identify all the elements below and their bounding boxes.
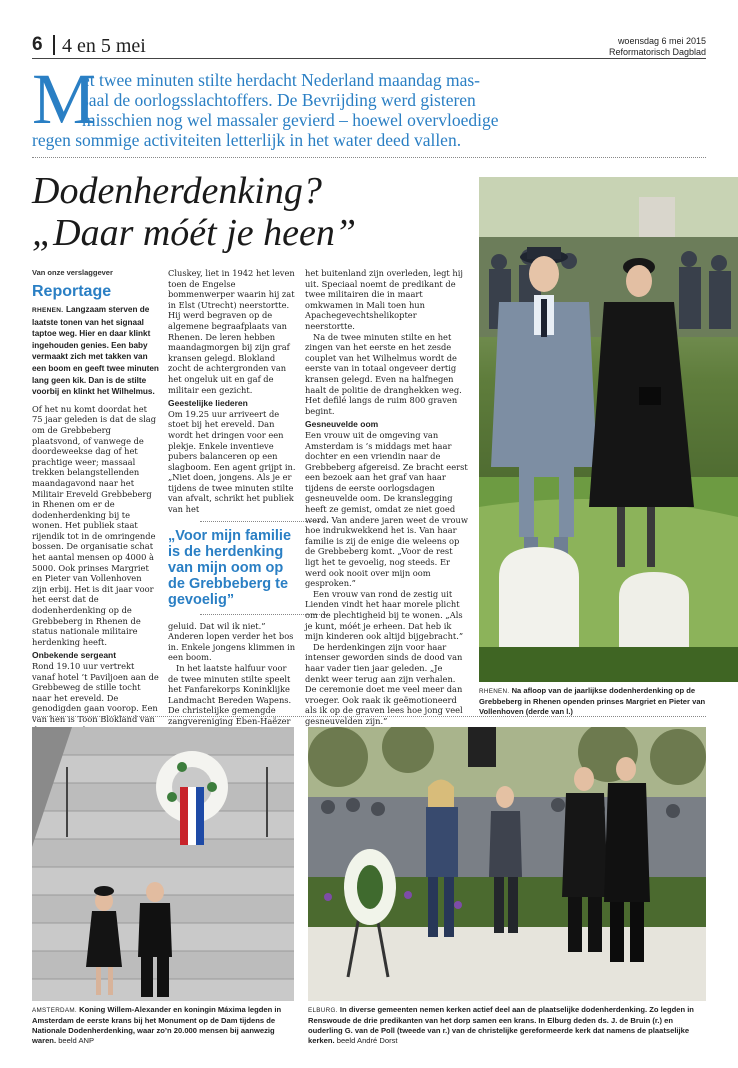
paragraph: Om 19.25 uur arriveert de stoet bij het ereveld. Dan wordt het dringen voor een plekje. Enkele inventieve pubers balanceren op een slagboom. Een agent grijpt in. „Niet doen, jongens. Als je er tijdens de twee minuten stilte van afvalt, schrikt het publiek van het [168, 408, 296, 515]
page-number: 6 [32, 34, 43, 55]
header-separator [53, 35, 55, 55]
paragraph: De herdenkingen zijn voor haar intenser geworden sinds de dood van haar vader tien jaar geleden. „Je denkt weer terug aan zijn verhalen. De ceremonie doet me veel meer dan vroeger. Ook raak ik geëmotioneerd als ik op de graven lees hoe jong veel gesneuvelden zijn.” [305, 641, 463, 726]
paragraph: In het laatste halfuur voor de twee minuten stilte speelt het Fanfarekorps Koninklijke Landmacht Bereden Wapens. De christelijke gemengde zangvereniging Eben-Haëzer [168, 663, 292, 726]
header-dateline [609, 36, 706, 58]
header-rule [32, 58, 706, 59]
section-title: 4 en 5 mei [62, 35, 146, 57]
pullquote: „Voor mijn familie is de herdenking van mijn oom op de Grebbeberg te gevoelig” [168, 527, 292, 608]
caption-dam-monument: AMSTERDAM. Koning Willem-Alexander en koningin Máxima legden in Amsterdam de eerste krans bij het Monument op de Dam tijdens de Nationale Dodenherdenking, waar zo’n 20.000 mensen bij aanwezig waren. beeld ANP [32, 1005, 282, 1045]
paragraph: Na de twee minuten stilte en het zingen van het eerste en het zesde couplet van het Wilhelmus wordt de eerste van in totaal ongeveer dertig kransen gelegd. Even na halfnegen haalt de politie de dranghekken weg. Het defilé langs de ruim 800 graven begint. [305, 331, 462, 416]
intro-divider [32, 157, 706, 158]
headline-line-2: „Daar móét je heen” [32, 212, 357, 254]
paragraph: geluid. Dat wil ik niet.” Anderen lopen verder het bos in. Enkele jongens klimmen in een boom. [168, 620, 296, 663]
photo-dam-illustration [32, 727, 294, 1001]
headline-line-1: Dodenherdenking? [32, 170, 322, 212]
caption-elburg: ELBURG. In diverse gemeenten nemen kerken actief deel aan de plaatselijke dodenherdenking. Zo legden in Renswoude de drie predikanten van het dorp samen een krans. In Elburg deden ds. J. de Bruin (r.) en ouderling G. van de Poll (tweede van r.) van de christelijke gereformeerde kerk dat namens de plaatselijke kerken. beeld André Dorst [308, 1005, 694, 1045]
publication-name: Reformatorisch Dagblad [608, 47, 706, 57]
subheading: Gesneuvelde oom [305, 419, 379, 430]
paragraph: Een vrouw van rond de zestig uit Lienden vindt het haar morele plicht om de plechtigheid bij te wonen. „Als je kunt, móét je erheen. Dat heb ik mijn kinderen ook altijd bijgebracht.” [305, 588, 464, 642]
section-divider [32, 716, 706, 717]
intro-line-2: saal de oorlogsslachtoffers. De Bevrijding werd gisteren [82, 90, 476, 110]
rubric-label: Reportage [32, 283, 112, 300]
photo-dam-monument [32, 727, 294, 1001]
paragraph: Rond 19.10 uur vertrekt vanaf hotel ’t Paviljoen aan de Grebbeweg de stille tocht naar het ereveld. De genodigden gaan voorop. Een van hen is Toon Blokland van [32, 661, 159, 724]
photo-grebbeberg-illustration [479, 177, 738, 682]
paragraph: het buitenland zijn overleden, legt hij uit. Speciaal noemt de predikant de twee militairen die in maart omkwamen in Mali toen hun Apachegevechtshelikopter neerstortte. [305, 268, 463, 331]
subheading: Geestelijke liederen [168, 398, 248, 409]
issue-date: woensdag 6 mei 2015 [617, 36, 706, 46]
subheading: Onbekende sergeant [32, 650, 117, 661]
intro-line-1: et twee minuten stilte herdacht Nederland maandag mas- [82, 70, 480, 90]
paragraph: Cluskey, liet in 1942 het leven toen de Engelse bommenwerper waarin hij zat in Elst (Utrecht) neerstortte. Hij werd begraven op de algemene begraafplaats van Rhenen. De leren hebben maandagmorgen bij zijn graf kransen gelegd. Blokland zocht de achtergronden van het ongeluk uit en gaf de militair een gezicht. [168, 268, 295, 395]
intro-line-4: regen sommige activiteiten letterlijk in het water deed vallen. [32, 130, 462, 150]
photo-credit: beeld ANP [58, 1036, 95, 1045]
article-column-3 [305, 268, 468, 727]
lead-paragraph: RHENEN. Langzaam sterven de laatste tonen van het signaal taptoe weg. Hier en daar klinkt ingehouden genies. Een baby vermaakt zich met takken van een boom en geeft twee minuten lang geen kik. Dan is de stilte voorbij en klinkt het Wilhelmus. [32, 305, 159, 397]
photo-grebbeberg [479, 177, 738, 682]
byline: Van onze verslaggever [32, 268, 113, 277]
intro-dropcap: M [32, 59, 97, 139]
photo-elburg-illustration [308, 727, 706, 1001]
intro-line-3: misschien nog wel massaler gevierd – hoewel overvloedige [82, 110, 499, 130]
paragraph: Of het nu komt doordat het 75 jaar geleden is dat de slag om de Grebbeberg plaatsvond, of vanwege de doordeweekse dag of het prachtige weer; massaal trekken belangstellenden maandagavond naar het Militair Ereveld Grebbeberg in Rhenen om er de dodenherdenking bij te wonen. Het publiek staat rijendik tot in de omringende bossen. De organisatie schat het aantal mensen op 4000 à 5000. Ook prinses Margriet en Pieter van Vollenhoven zijn erbij. Het is dit jaar voor het eerst dat de dodenherdenking op de Grebbeberg in Rhenen de status nationale militaire herdenking heeft. [32, 403, 157, 647]
intro-text [32, 70, 532, 150]
headline [32, 170, 472, 254]
caption-grebbeberg: RHENEN. Na afloop van de jaarlijkse dodenherdenking op de Grebbeberg in Rhenen openden prinses Margriet en Pieter van Vollenhoven (derde van l.) [479, 686, 706, 716]
paragraph: Een vrouw uit de omgeving van Amsterdam is ’s middags met haar dochter en een vriendin naar de Grebbeberg afgereisd. Ze bracht eerst een bezoek aan het graf van haar tijdens de eerste oorlogsdagen gesneuvelde oom. De kranslegging heeft ze gemist, omdat ze niet goed werd. Van andere jaren weet de vrouw hoe indrukwekkend het is. Van haar familie is zij de enige die weleens op de Grebbeberg komt. „Voor de rest ligt het te gevoelig, nog steeds. Er werd ook nooit over mijn oom gesproken.” [305, 429, 468, 589]
photo-elburg [308, 727, 706, 1001]
photo-credit: beeld André Dorst [336, 1036, 398, 1045]
